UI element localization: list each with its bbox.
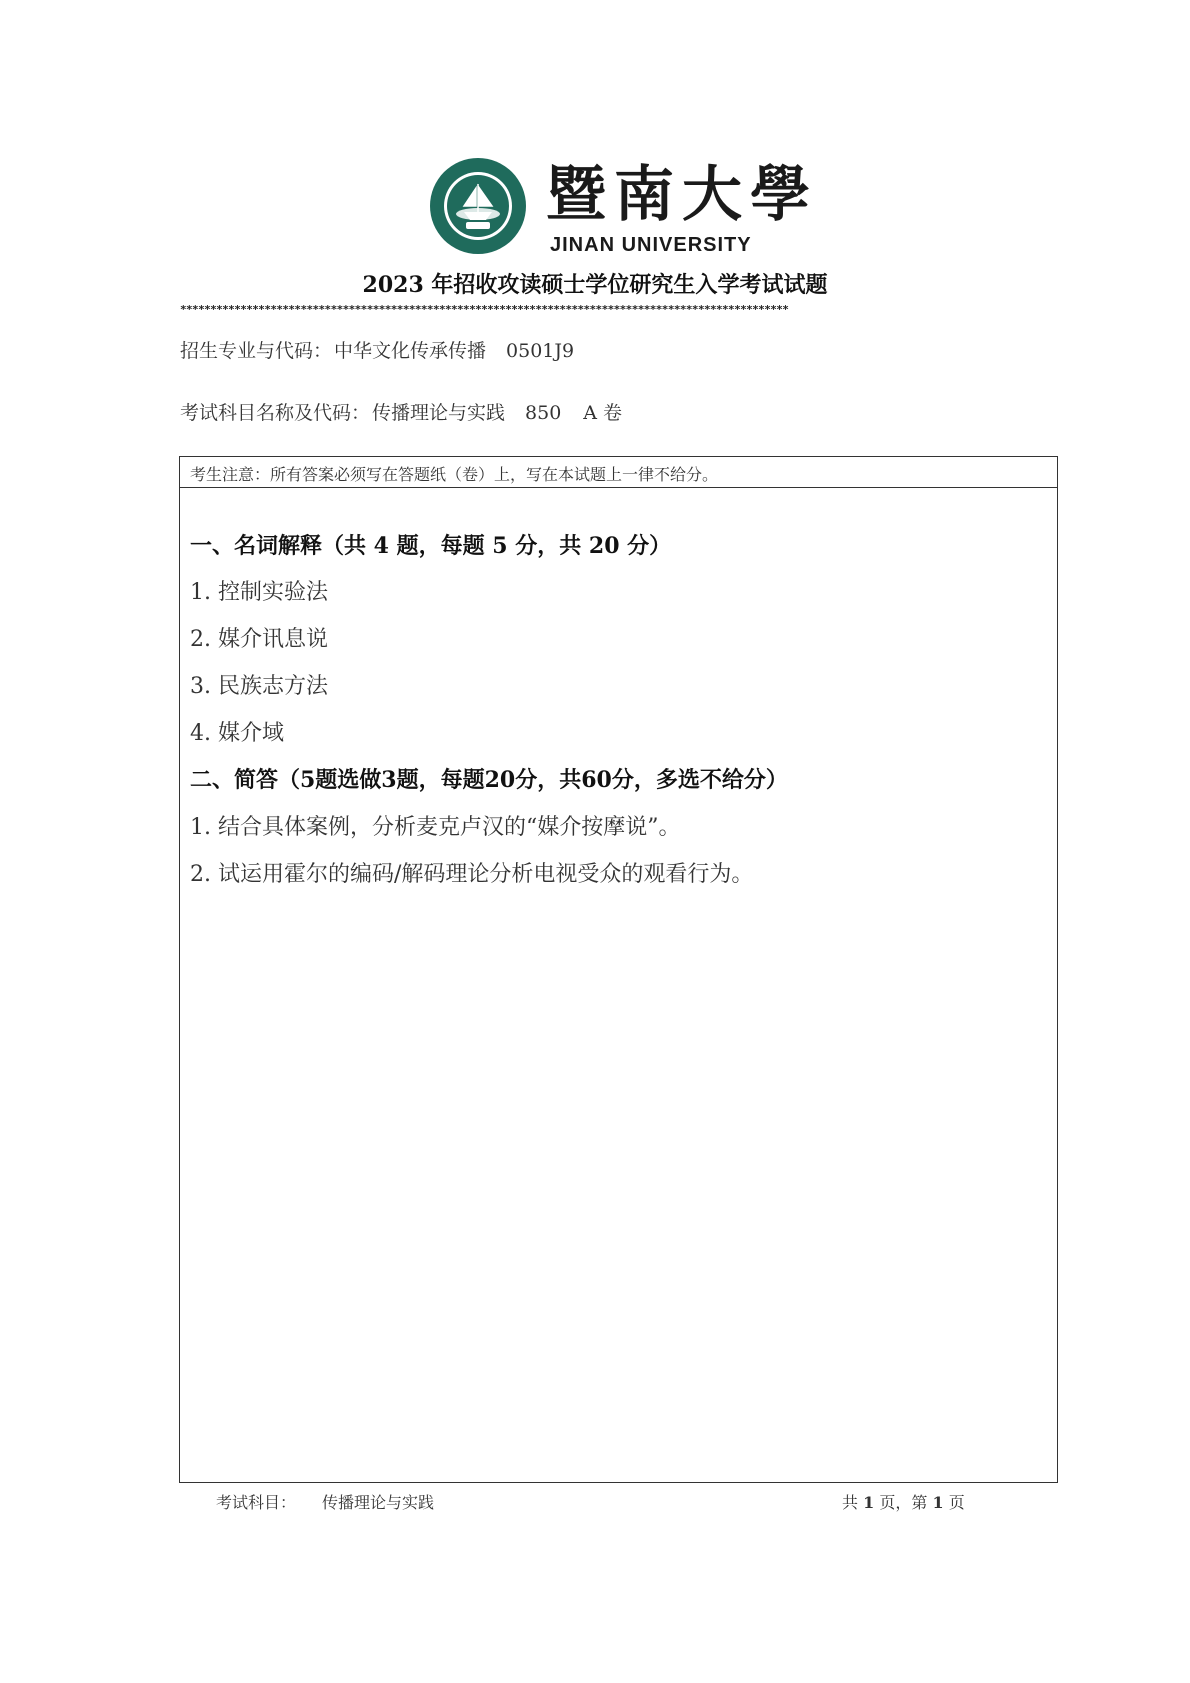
footer-subject [216, 1490, 434, 1513]
footer-page-info [842, 1490, 965, 1513]
university-name-cn: 暨南大學 [546, 160, 818, 230]
page-suffix: 页 [948, 1493, 965, 1512]
page-mid: 页，第 [879, 1493, 928, 1512]
major-value: 中华文化传承传播 [334, 340, 487, 362]
paper-version: A 卷 [583, 402, 623, 424]
question-item: 3. 民族志方法 [190, 674, 328, 699]
footer-subject-value: 传播理论与实践 [322, 1493, 435, 1512]
subject-value: 传播理论与实践 [372, 402, 506, 424]
section-heading-definitions: 一、名词解释（共 4 题，每题 5 分，共 20 分） [190, 533, 672, 559]
page-current: 1 [932, 1493, 944, 1512]
page-total: 1 [863, 1493, 875, 1512]
question-item: 2. 媒介讯息说 [190, 627, 328, 652]
major-line [180, 336, 574, 363]
major-code: 0501J9 [506, 340, 575, 362]
question-item: 1. 结合具体案例，分析麦克卢汉的“媒介按摩说”。 [190, 815, 681, 840]
question-item: 1. 控制实验法 [190, 580, 328, 605]
university-logo [428, 156, 818, 256]
subject-code: 850 [525, 402, 562, 424]
university-seal-icon [428, 156, 528, 256]
section-heading-short-answer: 二、简答（5题选做3题，每题20分，共60分，多选不给分） [190, 767, 788, 793]
star-divider: ***************************************************************************************************** [180, 303, 789, 316]
question-item: 4. 媒介域 [190, 721, 284, 746]
notice-box [179, 456, 1058, 488]
question-item: 2. 试运用霍尔的编码/解码理论分析电视受众的观看行为。 [190, 862, 754, 887]
major-label: 招生专业与代码： [180, 340, 333, 362]
footer-subject-label: 考试科目： [216, 1493, 297, 1512]
page-prefix: 共 [842, 1493, 859, 1512]
notice-text: 考生注意：所有答案必须写在答题纸（卷）上，写在本试题上一律不给分。 [190, 465, 719, 484]
question-area [179, 487, 1058, 1483]
university-name-en: JINAN UNIVERSITY [550, 234, 752, 256]
subject-label: 考试科目名称及代码： [180, 402, 371, 424]
subject-line [180, 398, 622, 425]
exam-title: 2023 年招收攻读硕士学位研究生入学考试试题 [362, 272, 828, 298]
